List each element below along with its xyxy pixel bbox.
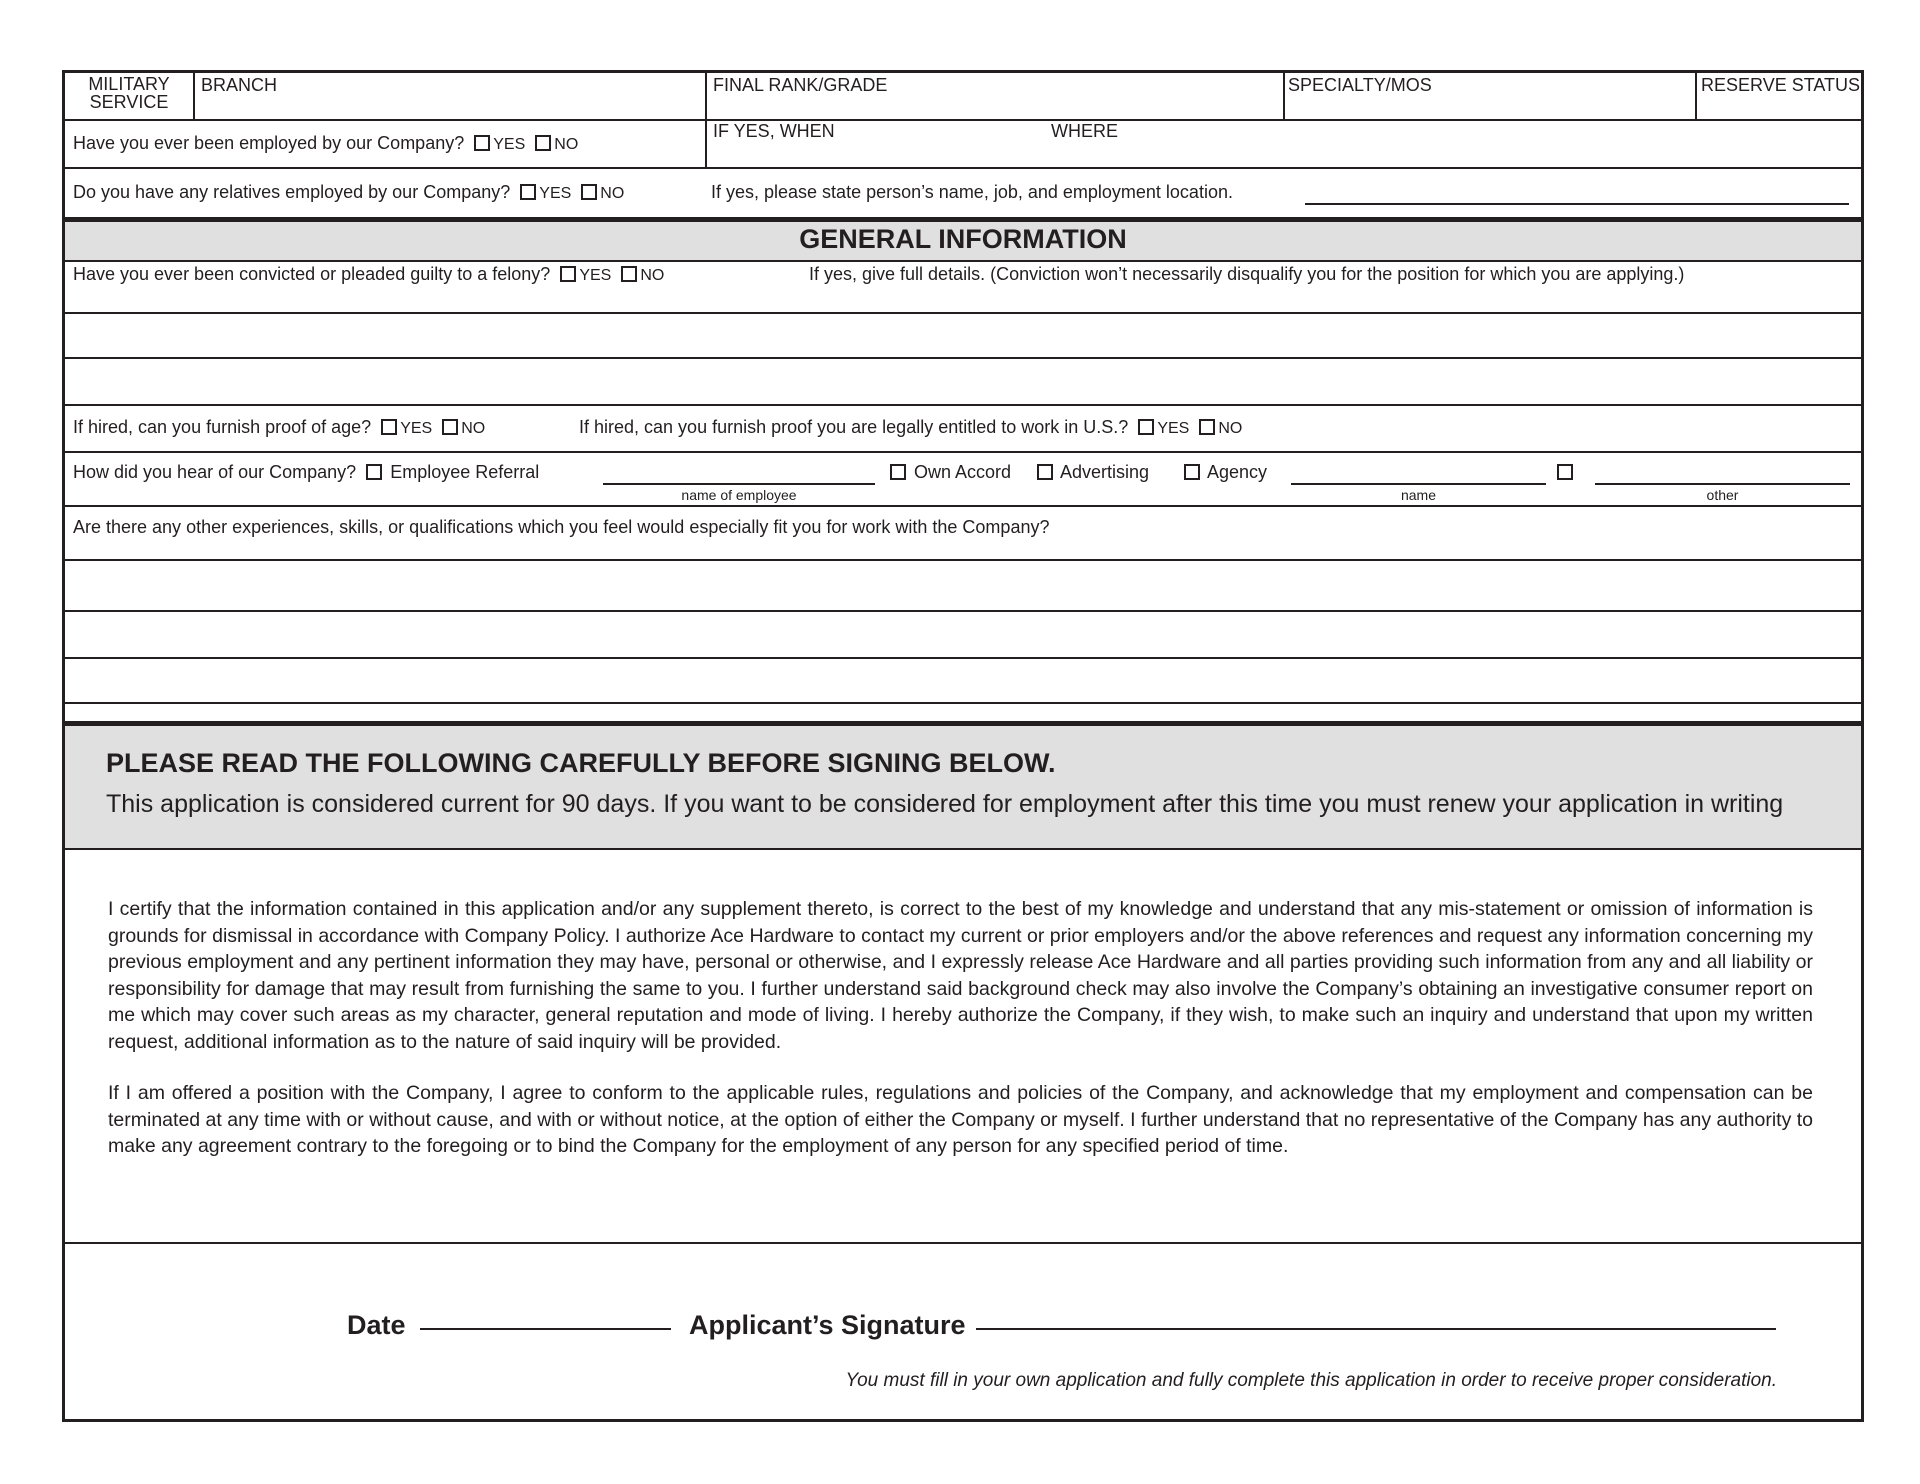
experience-line-1[interactable] bbox=[65, 561, 1861, 612]
agency-label: Agency bbox=[1207, 462, 1268, 482]
own-accord-label: Own Accord bbox=[914, 462, 1012, 482]
agency-name-caption: name bbox=[1400, 487, 1437, 503]
yes-label: YES bbox=[539, 185, 572, 202]
employed-before-yes-checkbox[interactable] bbox=[474, 135, 490, 151]
application-form bbox=[62, 70, 1864, 1422]
own-accord-checkbox[interactable] bbox=[890, 464, 906, 480]
yes-label: YES bbox=[1157, 420, 1190, 437]
hear-question-text: How did you hear of our Company? bbox=[73, 462, 357, 482]
name-of-employee-caption: name of employee bbox=[681, 487, 797, 503]
notice-title: PLEASE READ THE FOLLOWING CAREFULLY BEFORE SIGNING BELOW. bbox=[106, 748, 1056, 778]
advertising-checkbox[interactable] bbox=[1037, 464, 1053, 480]
felony-details-line-1[interactable] bbox=[65, 314, 1861, 359]
experience-line-2[interactable] bbox=[65, 612, 1861, 659]
proof-age-yes-checkbox[interactable] bbox=[381, 419, 397, 435]
no-label: NO bbox=[640, 267, 665, 284]
relatives-text: Do you have any relatives employed by our Company? bbox=[73, 182, 511, 202]
reserve-status-field[interactable] bbox=[1695, 73, 1861, 119]
felony-no-checkbox[interactable] bbox=[621, 266, 637, 282]
military-label bbox=[65, 73, 193, 119]
proof-row bbox=[65, 406, 1861, 453]
general-information-header bbox=[65, 222, 1861, 262]
agency-option bbox=[1179, 462, 1267, 483]
employee-referral-checkbox[interactable] bbox=[366, 464, 382, 480]
proof-work-question bbox=[579, 417, 1242, 438]
signature-input[interactable] bbox=[976, 1328, 1776, 1330]
employed-before-question bbox=[73, 133, 578, 154]
proof-age-text: If hired, can you furnish proof of age? bbox=[73, 417, 372, 437]
general-information-title: GENERAL INFORMATION bbox=[799, 224, 1127, 254]
felony-row bbox=[65, 262, 1861, 314]
referral-source-row bbox=[65, 453, 1861, 507]
notice-section bbox=[65, 726, 1861, 850]
reserve-status-label: RESERVE STATUS bbox=[1701, 75, 1861, 95]
agency-name-input[interactable] bbox=[1291, 483, 1546, 485]
relatives-no-checkbox[interactable] bbox=[581, 184, 597, 200]
proof-age-no-checkbox[interactable] bbox=[442, 419, 458, 435]
no-label: NO bbox=[554, 136, 579, 153]
date-label: Date bbox=[347, 1310, 406, 1340]
relatives-yes-checkbox[interactable] bbox=[520, 184, 536, 200]
advertising-option bbox=[1032, 462, 1149, 483]
felony-yes-checkbox[interactable] bbox=[560, 266, 576, 282]
proof-work-yes-checkbox[interactable] bbox=[1138, 419, 1154, 435]
agency-checkbox[interactable] bbox=[1184, 464, 1200, 480]
branch-label: BRANCH bbox=[201, 75, 278, 95]
experience-line-3[interactable] bbox=[65, 659, 1861, 704]
proof-work-text: If hired, can you furnish proof you are legally entitled to work in U.S.? bbox=[579, 417, 1129, 437]
yes-label: YES bbox=[579, 267, 612, 284]
military-row bbox=[65, 73, 1861, 121]
felony-question bbox=[73, 264, 664, 285]
if-yes-when-label: IF YES, WHEN bbox=[713, 121, 835, 141]
relatives-row bbox=[65, 169, 1861, 222]
branch-field[interactable] bbox=[193, 73, 705, 119]
employed-before-no-checkbox[interactable] bbox=[535, 135, 551, 151]
yes-label: YES bbox=[400, 420, 433, 437]
certification-paragraph-2: If I am offered a position with the Company, I agree to conform to the applicable rules, regulations and policies of the Company, and acknowledge that my employment and compensation can be terminated at any time with or without cause, and with or without notice, at the option of either the Company or myself. I further understand that no representative of the Company has any authority to make any agreement contrary to the foregoing or to bind the Company for the employment of any person for any specified period of time. bbox=[108, 1082, 1814, 1157]
proof-age-question bbox=[73, 417, 485, 438]
certification-paragraph-1: I certify that the information contained in this application and/or any supplement thereto, is correct to the best of my knowledge and understand that any mis-statement or omission of information is grounds for dismissal in accordance with Company Policy. I authorize Ace Hardware to contact my current or prior employers and/or the above references and request any information concerning my previous employment and any pertinent information they may have, personal or otherwise, and I expressly release Ace Hardware and all parties providing such information from any and all liability or responsibility for damage that may result from furnishing the same to you. I further understand said background check may also involve the Company’s obtaining an investigative consumer report on me which may cover such areas as my character, general reputation and mode of living. I hereby authorize the Company, if they wish, to make such an inquiry and understand that upon my written request, additional information as to the nature of said inquiry will be provided. bbox=[108, 898, 1813, 1053]
experience-question: Are there any other experiences, skills, or qualifications which you feel would especially fit you for work with the Company? bbox=[73, 517, 1050, 537]
advertising-label: Advertising bbox=[1060, 462, 1150, 482]
employed-before-text: Have you ever been employed by our Company? bbox=[73, 133, 465, 153]
date-input[interactable] bbox=[420, 1328, 671, 1330]
disclaimer-text: You must fill in your own application and fully complete this application in order to receive proper consideration. bbox=[845, 1370, 1777, 1391]
notice-text: This application is considered current for 90 days. If you want to be considered for employment after this time you must renew your application in writing bbox=[106, 790, 1784, 818]
other-source-input[interactable] bbox=[1595, 483, 1850, 485]
experience-line-4[interactable] bbox=[65, 704, 1861, 726]
felony-followup: If yes, give full details. (Conviction won’t necessarily disqualify you for the position for which you are applying.) bbox=[809, 264, 1685, 284]
experience-row bbox=[65, 507, 1861, 561]
military-label-line2: SERVICE bbox=[89, 92, 169, 112]
specialty-label: SPECIALTY/MOS bbox=[1288, 75, 1432, 95]
relatives-question bbox=[73, 182, 624, 203]
employee-name-input[interactable] bbox=[603, 483, 875, 485]
other-checkbox[interactable] bbox=[1557, 464, 1573, 480]
final-rank-field[interactable] bbox=[705, 73, 1283, 119]
employed-before-row bbox=[65, 121, 1861, 169]
military-label-line1: MILITARY bbox=[88, 74, 170, 94]
signature-label: Applicant’s Signature bbox=[689, 1310, 966, 1340]
employed-when-where-field[interactable] bbox=[705, 121, 1861, 167]
proof-work-no-checkbox[interactable] bbox=[1199, 419, 1215, 435]
own-accord-option bbox=[885, 462, 1011, 483]
hear-question bbox=[73, 462, 539, 483]
other-caption: other bbox=[1706, 487, 1739, 503]
no-label: NO bbox=[461, 420, 486, 437]
relatives-followup: If yes, please state person’s name, job, and employment location. bbox=[711, 182, 1233, 202]
felony-text: Have you ever been convicted or pleaded guilty to a felony? bbox=[73, 264, 551, 284]
specialty-field[interactable] bbox=[1283, 73, 1695, 119]
no-label: NO bbox=[600, 185, 625, 202]
where-label: WHERE bbox=[1051, 121, 1118, 141]
felony-details-line-2[interactable] bbox=[65, 359, 1861, 406]
no-label: NO bbox=[1218, 420, 1243, 437]
relatives-details-input[interactable] bbox=[1305, 203, 1849, 205]
employee-referral-label: Employee Referral bbox=[390, 462, 540, 482]
yes-label: YES bbox=[493, 136, 526, 153]
final-rank-label: FINAL RANK/GRADE bbox=[713, 75, 888, 95]
certification-section bbox=[65, 850, 1861, 1244]
